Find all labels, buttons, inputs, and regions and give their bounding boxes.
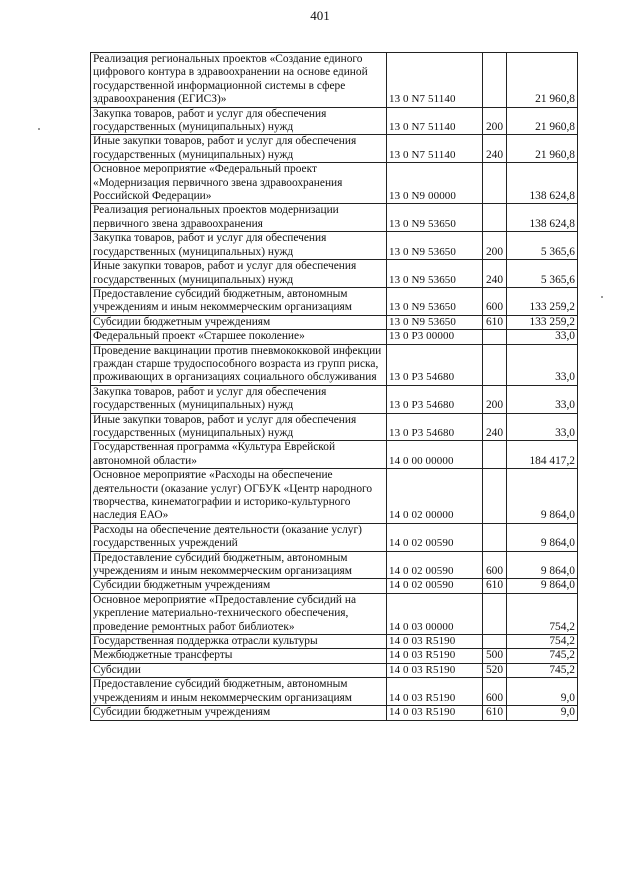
- expense-type-code: [483, 523, 507, 551]
- expense-type-code: 240: [483, 260, 507, 288]
- target-code: 13 0 P3 00000: [387, 330, 483, 344]
- table-row: [91, 135, 578, 163]
- amount: 21 960,8: [507, 107, 578, 135]
- target-code: 14 0 03 R5190: [387, 706, 483, 720]
- table-row: [91, 551, 578, 579]
- target-code: 14 0 03 R5190: [387, 663, 483, 677]
- target-code: 13 0 N9 53650: [387, 315, 483, 329]
- amount: 9,0: [507, 706, 578, 720]
- amount: 21 960,8: [507, 53, 578, 108]
- target-code: 13 0 N9 53650: [387, 260, 483, 288]
- expense-type-code: 600: [483, 678, 507, 706]
- table-row: [91, 441, 578, 469]
- target-code: 13 0 N9 00000: [387, 163, 483, 204]
- expense-name: Закупка товаров, работ и услуг для обеспечения государственных (муниципальных) нужд: [91, 232, 387, 260]
- table-row: [91, 163, 578, 204]
- amount: 138 624,8: [507, 163, 578, 204]
- target-code: 13 0 P3 54680: [387, 413, 483, 441]
- expense-name: Предоставление субсидий бюджетным, автономным учреждениям и иным некоммерческим организациям: [91, 551, 387, 579]
- expense-type-code: [483, 330, 507, 344]
- amount: 33,0: [507, 385, 578, 413]
- expense-type-code: 200: [483, 232, 507, 260]
- expense-name: Предоставление субсидий бюджетным, автономным учреждениям и иным некоммерческим организациям: [91, 678, 387, 706]
- table-row: [91, 287, 578, 315]
- expense-type-code: [483, 204, 507, 232]
- amount: 138 624,8: [507, 204, 578, 232]
- expense-name: Субсидии бюджетным учреждениям: [91, 706, 387, 720]
- expense-type-code: 600: [483, 287, 507, 315]
- expense-name: Расходы на обеспечение деятельности (оказание услуг) государственных учреждений: [91, 523, 387, 551]
- budget-table: [90, 52, 578, 721]
- amount: 33,0: [507, 330, 578, 344]
- table-row: [91, 663, 578, 677]
- table-row: [91, 469, 578, 524]
- amount: 9,0: [507, 678, 578, 706]
- expense-name: Государственная поддержка отрасли культуры: [91, 635, 387, 649]
- expense-name: Иные закупки товаров, работ и услуг для обеспечения государственных (муниципальных) нужд: [91, 260, 387, 288]
- amount: 754,2: [507, 635, 578, 649]
- expense-type-code: 610: [483, 706, 507, 720]
- table-row: [91, 649, 578, 663]
- expense-type-code: 610: [483, 315, 507, 329]
- table-row: [91, 385, 578, 413]
- expense-type-code: [483, 441, 507, 469]
- table-row: [91, 330, 578, 344]
- expense-name: Субсидии: [91, 663, 387, 677]
- expense-name: Закупка товаров, работ и услуг для обеспечения государственных (муниципальных) нужд: [91, 385, 387, 413]
- table-row: [91, 706, 578, 720]
- table-row: [91, 678, 578, 706]
- target-code: 14 0 02 00000: [387, 469, 483, 524]
- expense-name: Иные закупки товаров, работ и услуг для обеспечения государственных (муниципальных) нужд: [91, 135, 387, 163]
- target-code: 13 0 N9 53650: [387, 232, 483, 260]
- expense-type-code: 610: [483, 579, 507, 593]
- expense-type-code: [483, 53, 507, 108]
- target-code: 14 0 02 00590: [387, 551, 483, 579]
- expense-type-code: [483, 593, 507, 634]
- amount: 133 259,2: [507, 315, 578, 329]
- expense-type-code: [483, 469, 507, 524]
- table-row: [91, 593, 578, 634]
- amount: 184 417,2: [507, 441, 578, 469]
- target-code: 14 0 03 R5190: [387, 635, 483, 649]
- amount: 5 365,6: [507, 232, 578, 260]
- table-row: [91, 107, 578, 135]
- expense-type-code: [483, 344, 507, 385]
- amount: 9 864,0: [507, 523, 578, 551]
- table-row: [91, 315, 578, 329]
- target-code: 13 0 N9 53650: [387, 204, 483, 232]
- target-code: 13 0 P3 54680: [387, 344, 483, 385]
- amount: 133 259,2: [507, 287, 578, 315]
- expense-name: Предоставление субсидий бюджетным, автономным учреждениям и иным некоммерческим организациям: [91, 287, 387, 315]
- expense-type-code: 240: [483, 413, 507, 441]
- target-code: 13 0 N7 51140: [387, 53, 483, 108]
- table-row: [91, 579, 578, 593]
- expense-type-code: 240: [483, 135, 507, 163]
- amount: 9 864,0: [507, 551, 578, 579]
- expense-name: Субсидии бюджетным учреждениям: [91, 579, 387, 593]
- budget-table-body: [91, 53, 578, 721]
- expense-name: Основное мероприятие «Расходы на обеспечение деятельности (оказание услуг) ОГБУК «Центр народного творчества, кинематографии и историко-культурного наследия ЕАО»: [91, 469, 387, 524]
- amount: 9 864,0: [507, 579, 578, 593]
- table-row: [91, 635, 578, 649]
- scan-speck: [601, 296, 603, 298]
- target-code: 14 0 03 R5190: [387, 678, 483, 706]
- table-row: [91, 53, 578, 108]
- expense-name: Государственная программа «Культура Еврейской автономной области»: [91, 441, 387, 469]
- expense-name: Проведение вакцинации против пневмококковой инфекции граждан старше трудоспособного возраста из групп риска, проживающих в организациях социального обслуживания: [91, 344, 387, 385]
- table-row: [91, 413, 578, 441]
- expense-type-code: 600: [483, 551, 507, 579]
- expense-name: Основное мероприятие «Федеральный проект «Модернизация первичного звена здравоохранения Российской Федерации»: [91, 163, 387, 204]
- expense-name: Иные закупки товаров, работ и услуг для обеспечения государственных (муниципальных) нужд: [91, 413, 387, 441]
- page-number: 401: [310, 8, 330, 23]
- amount: 5 365,6: [507, 260, 578, 288]
- target-code: 13 0 N7 51140: [387, 107, 483, 135]
- expense-type-code: [483, 635, 507, 649]
- expense-type-code: [483, 163, 507, 204]
- expense-name: Федеральный проект «Старшее поколение»: [91, 330, 387, 344]
- expense-type-code: 200: [483, 107, 507, 135]
- table-row: [91, 523, 578, 551]
- target-code: 13 0 P3 54680: [387, 385, 483, 413]
- expense-name: Межбюджетные трансферты: [91, 649, 387, 663]
- target-code: 14 0 02 00590: [387, 579, 483, 593]
- target-code: 14 0 00 00000: [387, 441, 483, 469]
- amount: 745,2: [507, 649, 578, 663]
- amount: 33,0: [507, 413, 578, 441]
- amount: 9 864,0: [507, 469, 578, 524]
- expense-name: Реализация региональных проектов модернизации первичного звена здравоохранения: [91, 204, 387, 232]
- expense-name: Закупка товаров, работ и услуг для обеспечения государственных (муниципальных) нужд: [91, 107, 387, 135]
- amount: 754,2: [507, 593, 578, 634]
- expense-name: Основное мероприятие «Предоставление субсидий на укрепление материально-технического обеспечения, проведение ремонтных работ библиотек»: [91, 593, 387, 634]
- target-code: 14 0 03 00000: [387, 593, 483, 634]
- expense-type-code: 500: [483, 649, 507, 663]
- table-row: [91, 344, 578, 385]
- table-row: [91, 232, 578, 260]
- target-code: 13 0 N9 53650: [387, 287, 483, 315]
- table-row: [91, 204, 578, 232]
- expense-name: Субсидии бюджетным учреждениям: [91, 315, 387, 329]
- target-code: 14 0 02 00590: [387, 523, 483, 551]
- expense-type-code: 520: [483, 663, 507, 677]
- expense-name: Реализация региональных проектов «Создание единого цифрового контура в здравоохранении на основе единой государственной информационной системы в сфере здравоохранения (ЕГИСЗ)»: [91, 53, 387, 108]
- amount: 33,0: [507, 344, 578, 385]
- amount: 21 960,8: [507, 135, 578, 163]
- expense-type-code: 200: [483, 385, 507, 413]
- target-code: 13 0 N7 51140: [387, 135, 483, 163]
- target-code: 14 0 03 R5190: [387, 649, 483, 663]
- scan-speck: [38, 128, 40, 130]
- amount: 745,2: [507, 663, 578, 677]
- table-row: [91, 260, 578, 288]
